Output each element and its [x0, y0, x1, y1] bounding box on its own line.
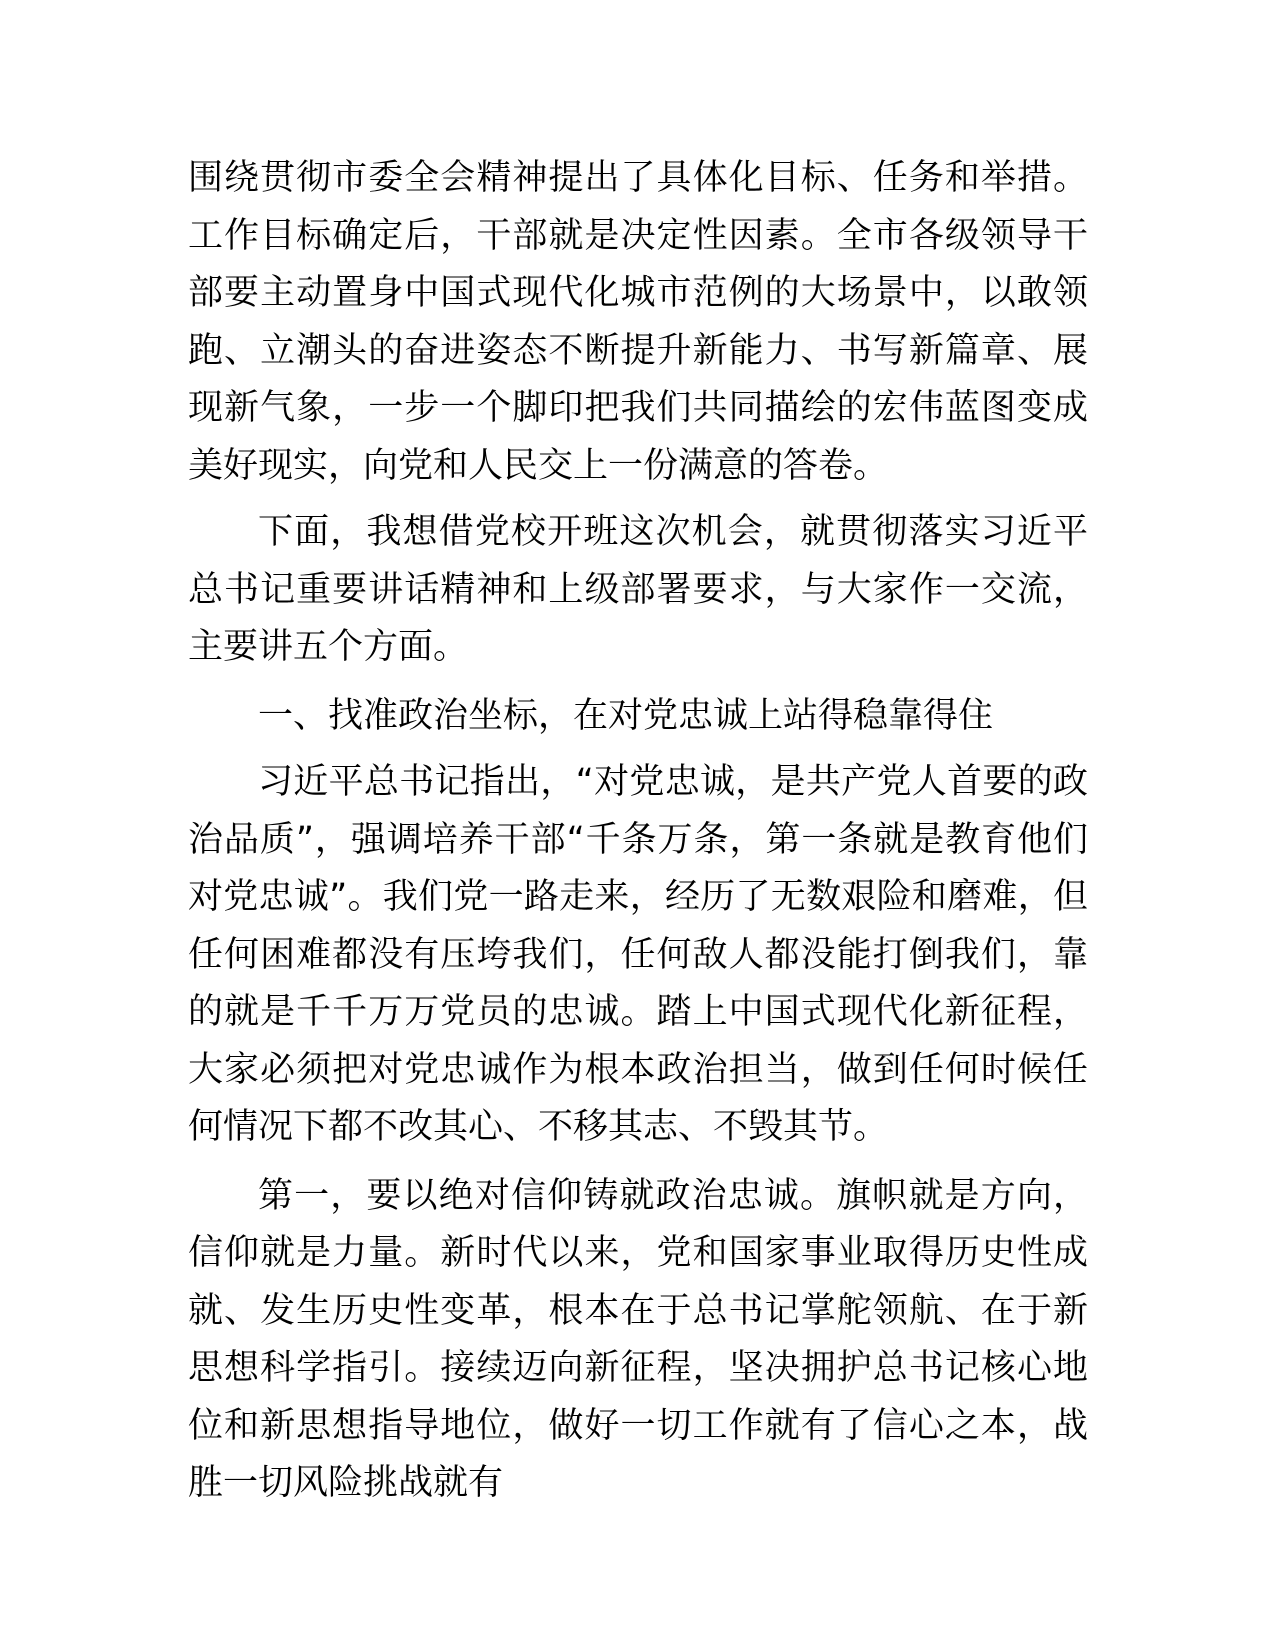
paragraph-point-1: 第一，要以绝对信仰铸就政治忠诚。旗帜就是方向，信仰就是力量。新时代以来，党和国家事业取得历史性成就、发生历史性变革，根本在于总书记掌舵领航、在于新思想科学指引。接续迈向新征程，坚决拥护总书记核心地位和新思想指导地位，做好一切工作就有了信心之本，战胜一切风险挑战就有: [188, 1175, 1088, 1503]
paragraph-loyalty: 习近平总书记指出，“对党忠诚，是共产党人首要的政治品质”，强调培养干部“千条万条，第一条就是教育他们对党忠诚”。我们党一路走来，经历了无数艰险和磨难，但任何困难都没有压垮我们，任何敌人都没能打倒我们，靠的就是千千万万党员的忠诚。踏上中国式现代化新征程，大家必须把对党忠诚作为根本政治担当，做到任何时候任何情况下都不改其心、不移其志、不毁其节。: [188, 762, 1088, 1147]
paragraph-opening: 下面，我想借党校开班这次机会，就贯彻落实习近平总书记重要讲话精神和上级部署要求，与大家作一交流，主要讲五个方面。: [188, 512, 1088, 667]
paragraph-intro-continued: 围绕贯彻市委全会精神提出了具体化目标、任务和举措。工作目标确定后，干部就是决定性因素。全市各级领导干部要主动置身中国式现代化城市范例的大场景中，以敢领跑、立潮头的奋进姿态不断提升新能力、书写新篇章、展现新气象，一步一个脚印把我们共同描绘的宏伟蓝图变成美好现实，向党和人民交上一份满意的答卷。: [188, 158, 1088, 486]
section-heading-1: 一、找准政治坐标，在对党忠诚上站得稳靠得住: [258, 695, 994, 736]
document-body: [188, 150, 1088, 1513]
